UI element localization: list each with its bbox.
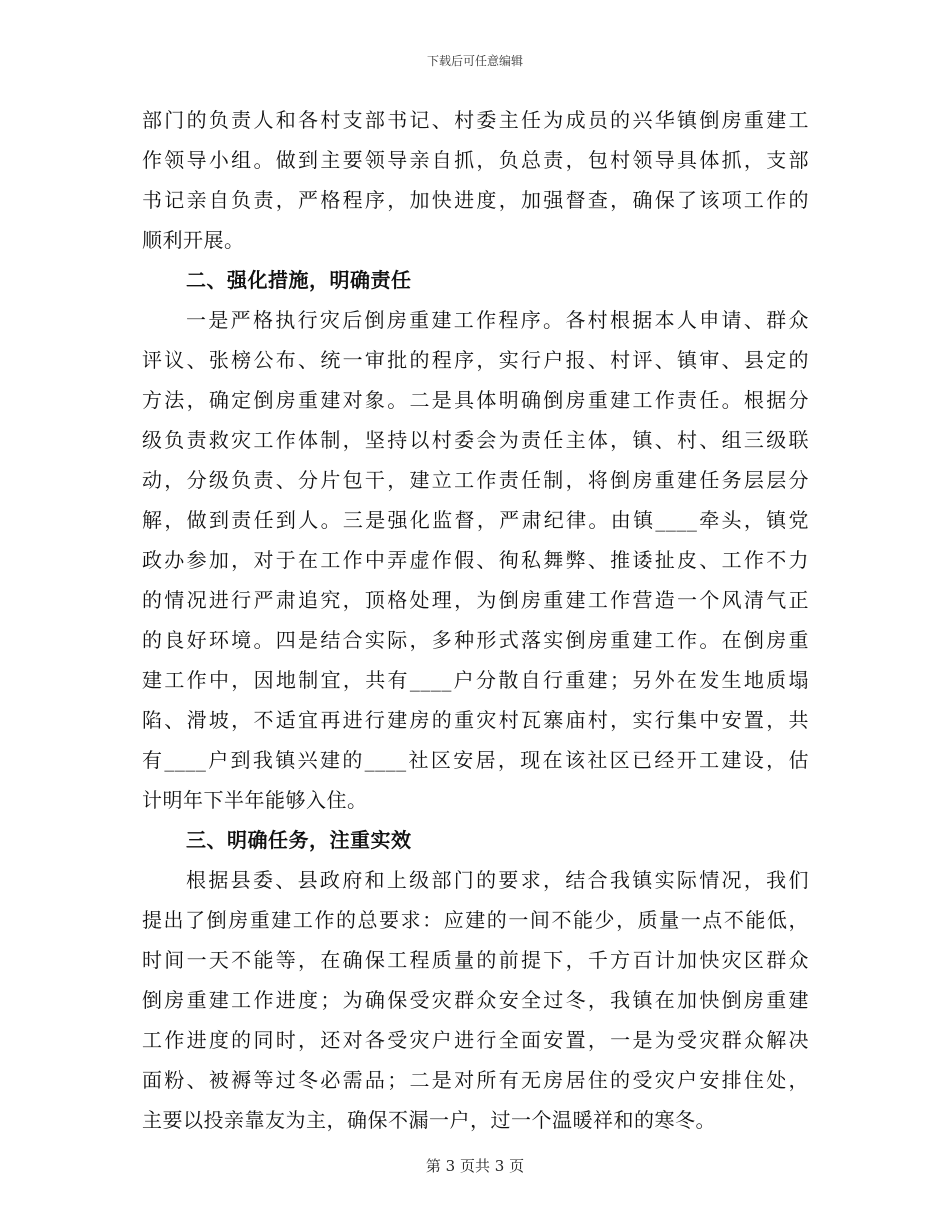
text-line: 一是严格执行灾后倒房重建工作程序。各村根据本人申请、群众 xyxy=(186,308,809,332)
text-line: 有____户到我镇兴建的____社区安居，现在该社区已经开工建设，估 xyxy=(142,748,809,772)
page-footer: 第 3 页共 3 页 xyxy=(425,1157,525,1175)
text-line: 评议、张榜公布、统一审批的程序，实行户报、村评、镇审、县定的 xyxy=(142,348,809,372)
text-line: 方法，确定倒房重建对象。二是具体明确倒房重建工作责任。根据分 xyxy=(142,388,809,412)
text-line: 作领导小组。做到主要领导亲自抓，负总责，包村领导具体抓，支部 xyxy=(142,148,809,172)
text-line: 主要以投亲靠友为主，确保不漏一户，过一个温暖祥和的寒冬。 xyxy=(142,1108,716,1132)
text-line: 计明年下半年能够入住。 xyxy=(142,788,368,812)
text-line: 面粉、被褥等过冬必需品；二是对所有无房居住的受灾户安排住处， xyxy=(142,1068,809,1092)
text-line: 顺利开展。 xyxy=(142,228,245,252)
section-heading-2: 二、强化措施，明确责任 xyxy=(186,268,412,292)
document-body xyxy=(142,100,809,1140)
text-line: 提出了倒房重建工作的总要求：应建的一间不能少，质量一点不能低， xyxy=(142,908,809,932)
text-line: 的良好环境。四是结合实际，多种形式落实倒房重建工作。在倒房重 xyxy=(142,628,809,652)
text-line: 根据县委、县政府和上级部门的要求，结合我镇实际情况，我们 xyxy=(186,868,809,892)
text-line: 动，分级负责、分片包干，建立工作责任制，将倒房重建任务层层分 xyxy=(142,468,809,492)
text-line: 时间一天不能等，在确保工程质量的前提下，千方百计加快灾区群众 xyxy=(142,948,809,972)
text-line: 倒房重建工作进度；为确保受灾群众安全过冬，我镇在加快倒房重建 xyxy=(142,988,809,1012)
text-line: 工作进度的同时，还对各受灾户进行全面安置，一是为受灾群众解决 xyxy=(142,1028,809,1052)
page-header: 下载后可任意编辑 xyxy=(426,54,523,68)
text-line: 陷、滑坡，不适宜再进行建房的重灾村瓦寨庙村，实行集中安置，共 xyxy=(142,708,809,732)
text-line: 建工作中，因地制宜，共有____户分散自行重建；另外在发生地质塌 xyxy=(142,668,809,692)
text-line: 部门的负责人和各村支部书记、村委主任为成员的兴华镇倒房重建工 xyxy=(142,108,809,132)
section-heading-3: 三、明确任务，注重实效 xyxy=(186,828,412,852)
text-line: 级负责救灾工作体制，坚持以村委会为责任主体，镇、村、组三级联 xyxy=(142,428,809,452)
text-line: 的情况进行严肃追究，顶格处理，为倒房重建工作营造一个风清气正 xyxy=(142,588,809,612)
text-line: 书记亲自负责，严格程序，加快进度，加强督查，确保了该项工作的 xyxy=(142,188,809,212)
text-line: 政办参加，对于在工作中弄虚作假、徇私舞弊、推诿扯皮、工作不力 xyxy=(142,548,809,572)
text-line: 解，做到责任到人。三是强化监督，严肃纪律。由镇____牵头，镇党 xyxy=(142,508,809,532)
